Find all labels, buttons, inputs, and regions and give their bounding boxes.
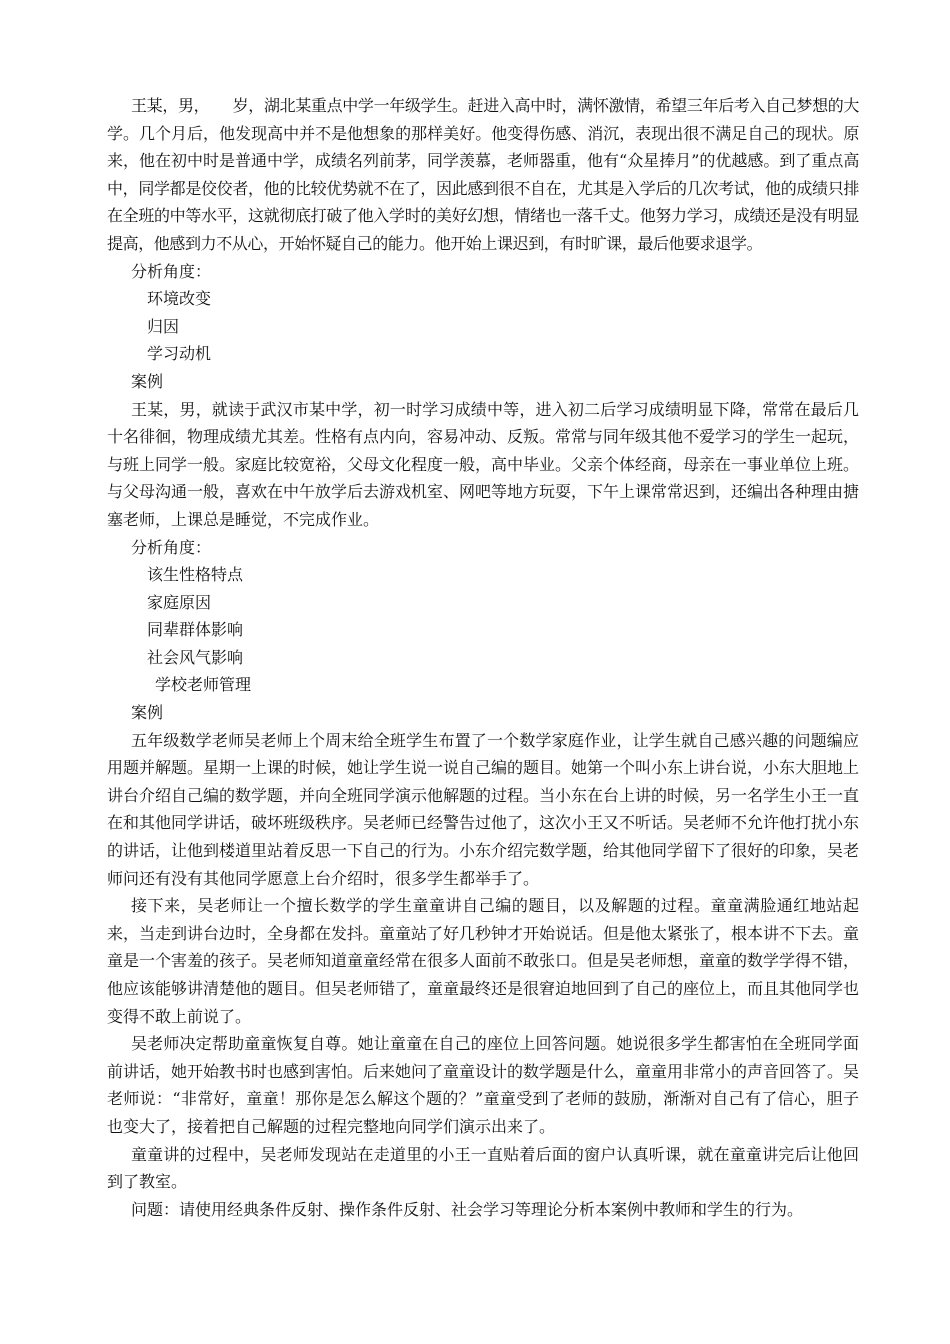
case1-analysis-label: 分析角度：	[131, 261, 212, 281]
case2-analysis-item: 同辈群体影响	[147, 620, 244, 640]
document-page	[107, 92, 859, 1223]
case1-analysis-item: 环境改变	[147, 289, 212, 309]
case2-analysis-label: 分析角度：	[131, 537, 212, 557]
case1-analysis-item: 归因	[147, 316, 180, 336]
case1-analysis-item: 学习动机	[147, 344, 212, 364]
case3-paragraph: 吴老师决定帮助童童恢复自尊。她让童童在自己的座位上回答问题。她说很多学生都害怕在全班同学面前讲话，她开始教书时也感到害怕。后来她问了童童设计的数学题是什么，童童用非常小的声音回答了。吴老师说：“非常好，童童！那你是怎么解这个题的？”童童受到了老师的鼓励，渐渐对自己有了信心，胆子也变大了，接着把自己解题的过程完整地向同学们演示出来了。	[107, 1034, 860, 1136]
case2-analysis-item: 家庭原因	[147, 592, 212, 612]
case3-paragraph: 童童讲的过程中，吴老师发现站在走道里的小王一直贴着后面的窗户认真听课，就在童童讲完后让他回到了教室。	[107, 1144, 859, 1192]
case1-paragraph: 王某，男， 岁，湖北某重点中学一年级学生。赶进入高中时，满怀激情，希望三年后考入自己梦想的大学。几个月后，他发现高中并不是他想象的那样美好。他变得伤感、消沉，表现出很不满足自己的现状。原来，他在初中时是普通中学，成绩名列前茅，同学羡慕，老师器重，他有“众星捧月”的优越感。到了重点高中，同学都是佼佼者，他的比较优势就不在了，因此感到很不自在，尤其是入学后的几次考试，他的成绩只排在全班的中等水平，这就彻底打破了他入学时的美好幻想，情绪也一落千丈。他努力学习，成绩还是没有明显提高，他感到力不从心，开始怀疑自己的能力。他开始上课迟到，有时旷课，最后他要求退学。	[107, 96, 859, 253]
case3-heading: 案例	[131, 703, 164, 723]
case2-heading: 案例	[131, 371, 164, 391]
case2-paragraph: 王某，男，就读于武汉市某中学，初一时学习成绩中等，进入初二后学习成绩明显下降，常常在最后几十名徘徊，物理成绩尤其差。性格有点内向，容易冲动、反叛。常常与同年级其他不爱学习的学生一起玩，与班上同学一般。家庭比较宽裕，父母文化程度一般，高中毕业。父亲个体经商，母亲在一事业单位上班。与父母沟通一般，喜欢在中午放学后去游戏机室、网吧等地方玩耍，下午上课常常迟到，还编出各种理由搪塞老师，上课总是睡觉，不完成作业。	[107, 399, 860, 529]
case2-analysis-item: 社会风气影响	[147, 647, 244, 667]
case3-paragraph: 接下来，吴老师让一个擅长数学的学生童童讲自己编的题目，以及解题的过程。童童满脸通红地站起来，当走到讲台边时，全身都在发抖。童童站了好几秒钟才开始说话。但是他太紧张了，根本讲不下去。童童是一个害羞的孩子。吴老师知道童童经常在很多人面前不敢张口。但是吴老师想，童童的数学学得不错，他应该能够讲清楚他的题目。但吴老师错了，童童最终还是很窘迫地回到了自己的座位上，而且其他同学也变得不敢上前说了。	[107, 896, 860, 1026]
case2-analysis-item: 该生性格特点	[147, 565, 244, 585]
case2-analysis-item: 学校老师管理	[155, 675, 252, 695]
case3-question: 问题：请使用经典条件反射、操作条件反射、社会学习等理论分析本案例中教师和学生的行为。	[131, 1199, 804, 1219]
case3-paragraph: 五年级数学老师吴老师上个周末给全班学生布置了一个数学家庭作业，让学生就自己感兴趣的问题编应用题并解题。星期一上课的时候，她让学生说一说自己编的题目。她第一个叫小东上讲台说，小东大胆地上讲台介绍自己编的数学题，并向全班同学演示他解题的过程。当小东在台上讲的时候，另一名学生小王一直在和其他同学讲话，破坏班级秩序。吴老师已经警告过他了，这次小王又不听话。吴老师不允许他打扰小东的讲话，让他到楼道里站着反思一下自己的行为。小东介绍完数学题，给其他同学留下了很好的印象，吴老师问还有没有其他同学愿意上台介绍时，很多学生都举手了。	[107, 730, 860, 888]
